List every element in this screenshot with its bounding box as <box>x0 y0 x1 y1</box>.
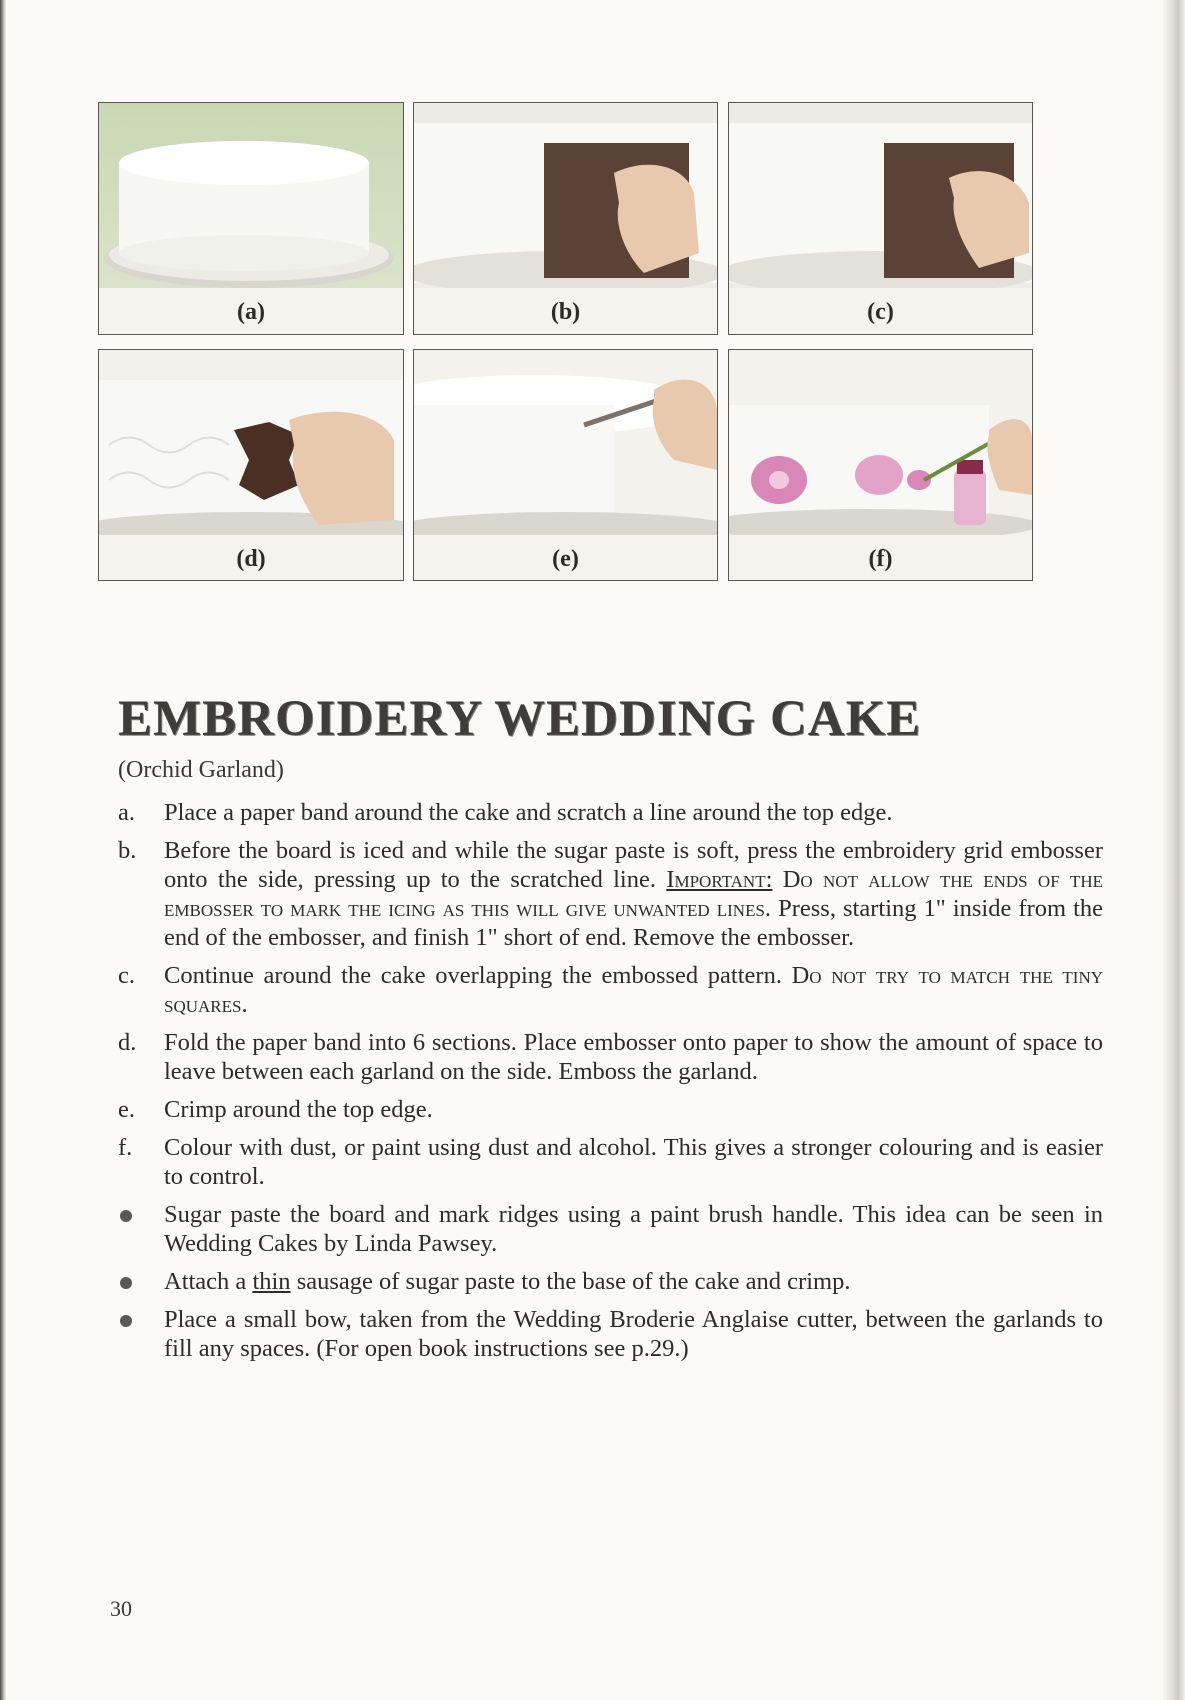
photo-d-label: (d) <box>236 546 266 572</box>
photo-c <box>728 102 1033 335</box>
page-edge-shadow <box>0 0 6 1700</box>
step-text: Colour with dust, or paint using dust and alcohol. This gives a stronger colouring and is easier to control. <box>164 1134 1103 1190</box>
step-marker: b. <box>118 837 137 864</box>
step-text-continued: Press, starting 1" inside from the end of the embosser, and finish 1" short of end. Remove the embosser. <box>164 895 1104 951</box>
bullet-icon <box>120 1315 132 1327</box>
bullet-text: Attach a <box>164 1268 247 1295</box>
photo-c-label: (c) <box>867 299 894 325</box>
photo-f-label: (f) <box>868 546 893 572</box>
step-b <box>118 836 1103 952</box>
step-marker: f. <box>118 1134 133 1161</box>
bullet-text: Sugar paste the board and mark ridges using a paint brush handle. This idea can be seen in Wedding Cakes by Linda Pawsey. <box>164 1201 1103 1257</box>
step-note: Do not try to match the tiny squares. <box>164 962 1103 1018</box>
page-title: EMBROIDERY WEDDING CAKE <box>118 691 922 747</box>
important-note: Do not allow the ends of the embosser to mark the icing as this will give unwanted lines. <box>164 866 1104 922</box>
photo-b-label: (b) <box>550 299 581 325</box>
step-d <box>118 1028 1103 1086</box>
step-marker: e. <box>118 1096 135 1123</box>
bullet-item <box>118 1200 1103 1258</box>
photo-f <box>728 349 1033 581</box>
photo-b <box>413 102 718 335</box>
bullet-emphasis: thin <box>252 1268 291 1295</box>
important-label: Important: <box>666 866 773 893</box>
step-marker: c. <box>118 962 135 989</box>
step-e <box>118 1095 1103 1124</box>
bullet-text: Place a small bow, taken from the Wedding Broderie Anglaise cutter, between the garlands to fill any spaces. (For open book instructions see p.29.) <box>164 1306 1103 1362</box>
photo-d <box>98 349 404 581</box>
bullet-text-continued: sausage of sugar paste to the base of the cake and crimp. <box>296 1268 851 1295</box>
step-marker: d. <box>118 1029 137 1056</box>
step-text: Place a paper band around the cake and scratch a line around the top edge. <box>164 799 893 826</box>
bullet-item <box>118 1267 1103 1296</box>
page-subtitle: (Orchid Garland) <box>118 757 284 783</box>
bullet-icon <box>120 1277 132 1289</box>
step-marker: a. <box>118 799 135 826</box>
step-text: Continue around the cake overlapping the embossed pattern. <box>164 962 782 989</box>
photo-a <box>98 102 404 335</box>
step-a <box>118 798 1103 827</box>
bullet-icon <box>120 1210 132 1222</box>
page-number: 30 <box>110 1596 132 1621</box>
photo-e <box>413 349 718 581</box>
instruction-list <box>118 798 1103 1372</box>
step-text: Before the board is iced and while the sugar paste is soft, press the embroidery grid embosser onto the side, pressing up to the scratched line. <box>164 837 1103 893</box>
step-c <box>118 961 1103 1019</box>
step-text: Fold the paper band into 6 sections. Place embosser onto paper to show the amount of space to leave between each garland on the side. Emboss the garland. <box>164 1029 1103 1085</box>
step-f <box>118 1133 1103 1191</box>
photo-a-label: (a) <box>237 299 265 325</box>
step-text: Crimp around the top edge. <box>164 1096 433 1123</box>
photo-e-label: (e) <box>552 546 579 572</box>
bullet-item <box>118 1305 1103 1363</box>
page-gutter-shadow <box>1163 0 1185 1700</box>
